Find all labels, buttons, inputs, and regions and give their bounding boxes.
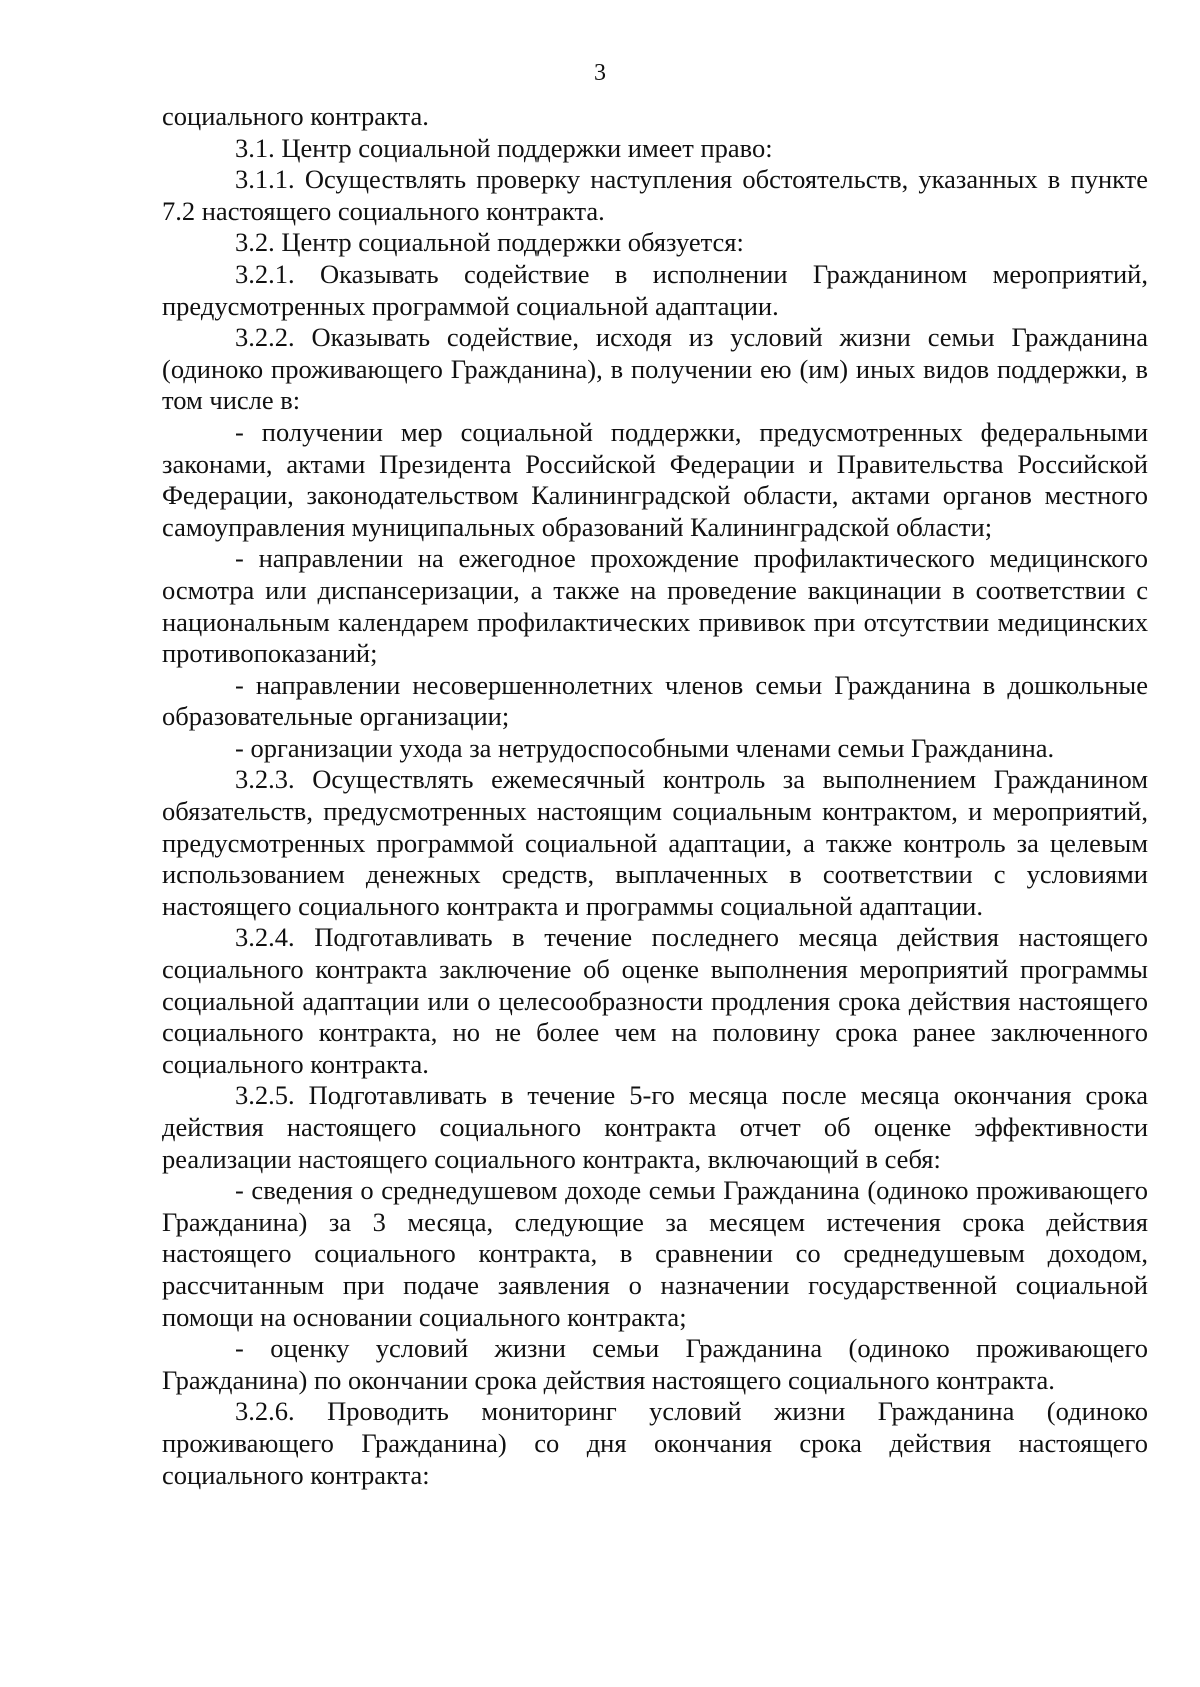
paragraph: 3.2.5. Подготавливать в течение 5-го месяца после месяца окончания срока действия настоящего социального контракта отчет об оценке эффективности реализации настоящего социального контракта, включающий в себя: xyxy=(162,1080,1148,1174)
document-body xyxy=(162,101,1148,1491)
list-item: - организации ухода за нетрудоспособными членами семьи Гражданина. xyxy=(235,732,1055,763)
list-item: - сведения о среднедушевом доходе семьи Гражданина (одиноко проживающего Гражданина) за 3 месяца, следующие за месяцем истечения срока действия настоящего социального контракта, в сравнении со среднедушевым доходом, рассчитанным при подаче заявления о назначении государственной социальной помощи на основании социального контракта; xyxy=(162,1175,1148,1332)
list-item: - направлении на ежегодное прохождение профилактического медицинского осмотра или диспансеризации, а также на проведение вакцинации в соответствии с национальным календарем профилактических прививок при отсутствии медицинских противопоказаний; xyxy=(162,543,1148,669)
paragraph: 3.1.1. Осуществлять проверку наступления обстоятельств, указанных в пункте 7.2 настоящего социального контракта. xyxy=(162,164,1148,226)
paragraph: 3.1. Центр социальной поддержки имеет право: xyxy=(235,132,773,163)
paragraph: 3.2. Центр социальной поддержки обязуется: xyxy=(235,227,744,258)
list-item: - получении мер социальной поддержки, предусмотренных федеральными законами, актами Президента Российской Федерации и Правительства Российской Федерации, законодательством Калининградской области, актами органов местного самоуправления муниципальных образований Калининградской области; xyxy=(162,416,1148,542)
paragraph: 3.2.2. Оказывать содействие, исходя из условий жизни семьи Гражданина (одиноко проживающего Гражданина), в получении ею (им) иных видов поддержки, в том числе в: xyxy=(162,322,1148,416)
page-number: 3 xyxy=(594,60,606,86)
paragraph: 3.2.4. Подготавливать в течение последнего месяца действия настоящего социального контракта заключение об оценке выполнения мероприятий программы социальной адаптации или о целесообразности продления срока действия настоящего социального контракта, но не более чем на половину срока ранее заключенного социального контракта. xyxy=(162,922,1148,1079)
list-item: - направлении несовершеннолетних членов семьи Гражданина в дошкольные образовательные организации; xyxy=(162,669,1148,732)
paragraph: 3.2.1. Оказывать содействие в исполнении Гражданином мероприятий, предусмотренных программой социальной адаптации. xyxy=(162,258,1148,321)
paragraph: 3.2.6. Проводить мониторинг условий жизни Гражданина (одиноко проживающего Гражданина) со дня окончания срока действия настоящего социального контракта: xyxy=(162,1396,1148,1490)
paragraph: 3.2.3. Осуществлять ежемесячный контроль за выполнением Гражданином обязательств, предусмотренных настоящим социальным контрактом, и мероприятий, предусмотренных программой социальной адаптации, а также контроль за целевым использованием денежных средств, выплаченных в соответствии с условиями настоящего социального контракта и программы социальной адаптации. xyxy=(162,764,1148,921)
list-item: - оценку условий жизни семьи Гражданина (одиноко проживающего Гражданина) по окончании срока действия настоящего социального контракта. xyxy=(162,1333,1148,1395)
paragraph: социального контракта. xyxy=(162,101,429,131)
